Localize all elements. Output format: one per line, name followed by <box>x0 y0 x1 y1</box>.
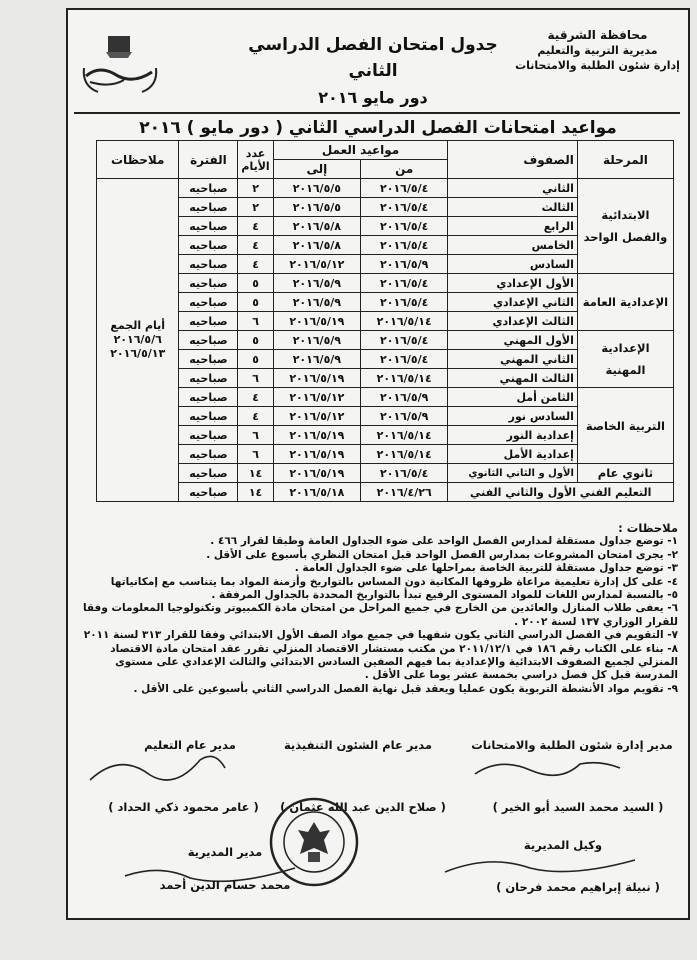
signature-block-deputy <box>488 838 638 852</box>
main-title: مواعيد امتحانات الفصل الدراسي الثاني ( دور مايو ) ٢٠١٦ <box>139 118 617 138</box>
period-cell: صباحيه <box>179 217 238 236</box>
signature-block-students-affairs <box>462 738 682 752</box>
stage-cell: الإعدادية العامة <box>577 274 673 331</box>
days-cell: ١٤ <box>238 464 273 483</box>
stage-cell: التربية الخاصة <box>577 388 673 464</box>
signature-title: مدير عام الشئون التنفيذية <box>283 738 433 752</box>
handwritten-signature-icon <box>440 852 640 882</box>
col-header-from: من <box>361 160 448 179</box>
stage-cell: الإعدادية المهنية <box>577 331 673 388</box>
date-to-cell: ٢٠١٦/٥/٨ <box>273 236 360 255</box>
days-cell: ٥ <box>238 331 273 350</box>
date-from-cell: ٢٠١٦/٥/٩ <box>361 388 448 407</box>
days-cell: ٦ <box>238 369 273 388</box>
ministry-logo-icon <box>80 28 160 98</box>
grade-cell: الثالث <box>448 198 578 217</box>
date-to-cell: ٢٠١٦/٥/٩ <box>273 274 360 293</box>
stage-cell: التعليم الفني الأول والثاني الفني <box>448 483 674 502</box>
period-cell: صباحيه <box>179 312 238 331</box>
date-to-cell: ٢٠١٦/٥/٥ <box>273 179 360 198</box>
signature-name: ( السيد محمد السيد أبو الخير ) <box>492 800 664 814</box>
period-cell: صباحيه <box>179 331 238 350</box>
date-to-cell: ٢٠١٦/٥/٩ <box>273 331 360 350</box>
date-to-cell: ٢٠١٦/٥/٩ <box>273 350 360 369</box>
date-from-cell: ٢٠١٦/٥/١٤ <box>361 312 448 331</box>
organization-block <box>515 28 680 73</box>
signature-name: ( نبيلة إبراهيم محمد فرحان ) <box>496 880 660 894</box>
date-to-cell: ٢٠١٦/٥/٥ <box>273 198 360 217</box>
days-cell: ٤ <box>238 217 273 236</box>
signature-name: محمد حسام الدين أحمد <box>159 878 291 892</box>
date-from-cell: ٢٠١٦/٥/٤ <box>361 331 448 350</box>
date-to-cell: ٢٠١٦/٥/١٢ <box>273 255 360 274</box>
notes-cell: أيام الجمع ٢٠١٦/٥/٦ ٢٠١٦/٥/١٣ <box>97 179 179 502</box>
date-to-cell: ٢٠١٦/٥/١٩ <box>273 312 360 331</box>
note-item: ٣- توضع جداول مستقلة للتربية الخاصة بمراحلها على ضوء الجداول العامة . <box>294 562 678 575</box>
schedule-title: جدول امتحان الفصل الدراسي الثاني <box>248 35 498 81</box>
note-item: ١- توضع جداول مستقلة لمدارس الفصل الواحد على ضوء الجداول العامة وطبقا لقرار ٤٦٦ . <box>210 535 678 548</box>
header-title-block <box>243 32 503 112</box>
days-cell: ١٤ <box>238 483 273 502</box>
date-to-cell: ٢٠١٦/٥/١٢ <box>273 407 360 426</box>
grade-cell: الثالث الإعدادي <box>448 312 578 331</box>
grade-cell: الرابع <box>448 217 578 236</box>
date-from-cell: ٢٠١٦/٥/٤ <box>361 293 448 312</box>
period-cell: صباحيه <box>179 426 238 445</box>
grade-cell: الثاني <box>448 179 578 198</box>
days-cell: ٥ <box>238 293 273 312</box>
signature-name: ( عامر محمود ذكي الحداد ) <box>108 800 259 814</box>
notes-section <box>82 522 678 696</box>
date-to-cell: ٢٠١٦/٥/١٩ <box>273 464 360 483</box>
note-item: ٩- تقويم مواد الأنشطة التربوية يكون عمليا ويعقد قبل نهاية الفصل الدراسي الثاني بأسبوعين على الأقل . <box>133 682 678 695</box>
handwritten-signature-icon <box>470 752 630 782</box>
period-cell: صباحيه <box>179 445 238 464</box>
grade-cell: الخامس <box>448 236 578 255</box>
exam-schedule-table <box>96 140 674 502</box>
days-cell: ٢ <box>238 198 273 217</box>
signature-title: وكيل المديرية <box>523 838 603 852</box>
grade-cell: السادس نور <box>448 407 578 426</box>
date-from-cell: ٢٠١٦/٥/٤ <box>361 198 448 217</box>
org-department: إدارة شئون الطلبة والامتحانات <box>515 59 680 72</box>
stage-cell: الابتدائية والفصل الواحد <box>577 179 673 274</box>
grade-cell: إعدادية النور <box>448 426 578 445</box>
date-from-cell: ٢٠١٦/٥/٤ <box>361 464 448 483</box>
org-directorate: مديرية التربية والتعليم <box>537 44 658 57</box>
period-cell: صباحيه <box>179 350 238 369</box>
days-cell: ٤ <box>238 255 273 274</box>
note-item: ٢- يجرى امتحان المشروعات بمدارس الفصل الواحد قبل امتحان النظري بأسبوع على الأقل . <box>206 548 678 561</box>
table-row <box>97 388 674 407</box>
note-item: ٦- يعفى طلاب المنازل والعائدين من الخارج في جميع المراحل من امتحان مادة الكمبيوتر وتكنولوجيا المعلومات وفقا للقرار الوزاري ١٣٧ لسنة ٢٠٠٢ . <box>82 602 678 628</box>
date-to-cell: ٢٠١٦/٥/١٩ <box>273 369 360 388</box>
period-cell: صباحيه <box>179 274 238 293</box>
period-cell: صباحيه <box>179 407 238 426</box>
grade-cell: الثالث المهني <box>448 369 578 388</box>
notes-heading: ملاحظات : <box>618 521 678 535</box>
grade-cell: الثامن أمل <box>448 388 578 407</box>
signature-title: مدير المديرية <box>187 845 263 859</box>
col-header-stage: المرحلة <box>577 141 673 179</box>
days-cell: ٤ <box>238 388 273 407</box>
date-from-cell: ٢٠١٦/٥/٤ <box>361 217 448 236</box>
grade-cell: الأول الإعدادي <box>448 274 578 293</box>
note-item: ٧- التقويم في الفصل الدراسي الثاني يكون شفهيا في جميع مواد الصف الأول الابتدائي وفقا للقرار ٣١٣ لسنة ٢٠١١ <box>83 629 678 642</box>
period-cell: صباحيه <box>179 369 238 388</box>
grade-cell: السادس <box>448 255 578 274</box>
note-item: ٥- بالنسبة لمدارس اللغات للمواد المستوى الرفيع تبدأ بالتواريخ المحددة بالجداول المرفقة . <box>211 589 678 602</box>
table-row <box>97 464 674 483</box>
period-cell: صباحيه <box>179 255 238 274</box>
period-cell: صباحيه <box>179 236 238 255</box>
days-cell: ٢ <box>238 179 273 198</box>
signature-title: مدير إدارة شئون الطلبة والامتحانات <box>471 738 673 752</box>
days-cell: ٤ <box>238 407 273 426</box>
days-cell: ٦ <box>238 312 273 331</box>
table-row <box>97 274 674 293</box>
period-cell: صباحيه <box>179 293 238 312</box>
days-cell: ٥ <box>238 350 273 369</box>
col-header-to: إلى <box>273 160 360 179</box>
date-from-cell: ٢٠١٦/٥/١٤ <box>361 369 448 388</box>
session-label: دور مايو ٢٠١٦ <box>318 88 428 107</box>
period-cell: صباحيه <box>179 388 238 407</box>
days-cell: ٦ <box>238 445 273 464</box>
date-to-cell: ٢٠١٦/٥/١٩ <box>273 426 360 445</box>
grade-cell: الثاني المهني <box>448 350 578 369</box>
col-header-notes: ملاحظات <box>97 141 179 179</box>
date-to-cell: ٢٠١٦/٥/١٩ <box>273 445 360 464</box>
date-from-cell: ٢٠١٦/٥/٤ <box>361 236 448 255</box>
col-header-period: الفترة <box>179 141 238 179</box>
note-item: ٨- بناء على الكتاب رقم ١٨٦ في ٢٠١١/١٢/١ من مكتب مستشار الاقتصاد المنزلي تقرر عقد امتحان مادة الاقتصاد المنزلي لجميع الصفوف الابتدائية والإعدادية بما فيهم الصفين السادس الابتدائي والثالث الإعدادي على مستوى المدرسة قبل كل فصل دراسي بخمسة عشر يوما على الأقل . <box>110 642 678 682</box>
grade-cell: الأول المهني <box>448 331 578 350</box>
grade-cell: إعدادية الأمل <box>448 445 578 464</box>
header-divider <box>74 112 680 114</box>
grade-cell: الثاني الإعدادي <box>448 293 578 312</box>
col-header-grades: الصفوف <box>448 141 578 179</box>
days-cell: ٥ <box>238 274 273 293</box>
signature-name: ( صلاح الدين عبد الله عثمان ) <box>280 800 446 814</box>
date-from-cell: ٢٠١٦/٥/٩ <box>361 255 448 274</box>
signature-block-director <box>160 845 290 859</box>
period-cell: صباحيه <box>179 179 238 198</box>
signature-block-executive <box>268 738 448 752</box>
period-cell: صباحيه <box>179 198 238 217</box>
date-from-cell: ٢٠١٦/٥/٤ <box>361 179 448 198</box>
signature-title: مدير عام التعليم <box>144 738 236 752</box>
date-from-cell: ٢٠١٦/٤/٢٦ <box>361 483 448 502</box>
note-item: ٤- على كل إدارة تعليمية مراعاة ظروفها المكانية دون المساس بالتواريخ وأزمنة المواد بما يتناسب مع إمكانياتها <box>110 575 678 588</box>
col-header-days: عدد الأيام <box>238 141 273 179</box>
date-from-cell: ٢٠١٦/٥/٤ <box>361 350 448 369</box>
grade-cell: الأول و الثاني الثانوي <box>448 464 578 483</box>
table-row <box>97 331 674 350</box>
period-cell: صباحيه <box>179 483 238 502</box>
days-cell: ٤ <box>238 236 273 255</box>
table-row <box>97 179 674 198</box>
period-cell: صباحيه <box>179 464 238 483</box>
date-from-cell: ٢٠١٦/٥/٤ <box>361 274 448 293</box>
date-to-cell: ٢٠١٦/٥/١٨ <box>273 483 360 502</box>
col-header-work-dates: مواعيد العمل <box>273 141 448 160</box>
date-from-cell: ٢٠١٦/٥/١٤ <box>361 426 448 445</box>
date-from-cell: ٢٠١٦/٥/١٤ <box>361 445 448 464</box>
date-to-cell: ٢٠١٦/٥/٩ <box>273 293 360 312</box>
date-to-cell: ٢٠١٦/٥/١٢ <box>273 388 360 407</box>
days-cell: ٦ <box>238 426 273 445</box>
table-row <box>97 483 674 502</box>
org-governorate: محافظة الشرقية <box>547 28 648 42</box>
date-from-cell: ٢٠١٦/٥/٩ <box>361 407 448 426</box>
stage-cell: ثانوي عام <box>577 464 673 483</box>
date-to-cell: ٢٠١٦/٥/٨ <box>273 217 360 236</box>
handwritten-signature-icon <box>80 750 230 790</box>
